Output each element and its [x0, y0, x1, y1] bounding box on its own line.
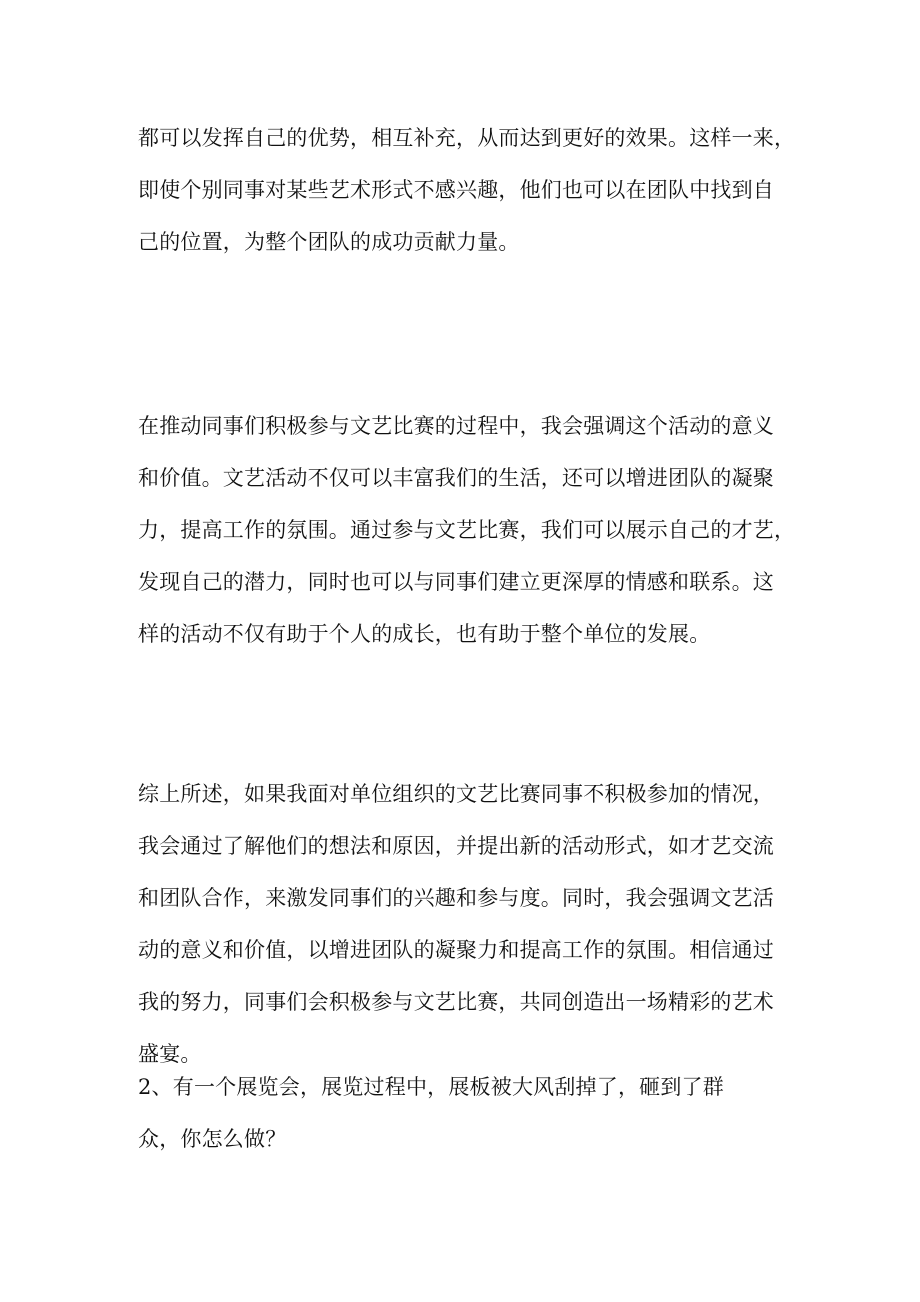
text-line: 力，提高工作的氛围。通过参与文艺比赛，我们可以展示自己的才艺， — [138, 518, 796, 542]
text-line: 己的位置，为整个团队的成功贡献力量。 — [138, 230, 520, 254]
text-line: 和团队合作，来激发同事们的兴趣和参与度。同时，我会强调文艺活 — [138, 886, 774, 910]
text-line: 样的活动不仅有助于个人的成长，也有助于整个单位的发展。 — [138, 622, 711, 646]
text-line: 众，你怎么做？ — [138, 1127, 287, 1151]
paragraph-summary — [138, 768, 818, 1080]
text-line: 在推动同事们积极参与文艺比赛的过程中，我会强调这个活动的意义 — [138, 414, 774, 438]
paragraph-continuation — [138, 112, 818, 268]
text-line: 即使个别同事对某些艺术形式不感兴趣，他们也可以在团队中找到自 — [138, 178, 774, 202]
text-line: 发现自己的潜力，同时也可以与同事们建立更深厚的情感和联系。这 — [138, 570, 774, 594]
text-line: 2、有一个展览会，展览过程中，展板被大风刮掉了，砸到了群 — [138, 1075, 724, 1099]
question-heading — [138, 1061, 818, 1165]
text-line: 都可以发挥自己的优势，相互补充，从而达到更好的效果。这样一来， — [138, 126, 796, 150]
text-line: 我的努力，同事们会积极参与文艺比赛，共同创造出一场精彩的艺术 — [138, 990, 774, 1014]
text-line: 动的意义和价值，以增进团队的凝聚力和提高工作的氛围。相信通过 — [138, 938, 774, 962]
text-line: 我会通过了解他们的想法和原因，并提出新的活动形式，如才艺交流 — [138, 834, 774, 858]
paragraph-meaning-and-value — [138, 400, 818, 660]
text-line: 盛宴。 — [138, 1042, 202, 1066]
text-line: 综上所述，如果我面对单位组织的文艺比赛同事不积极参加的情况， — [138, 782, 774, 806]
text-line: 和价值。文艺活动不仅可以丰富我们的生活，还可以增进团队的凝聚 — [138, 466, 774, 490]
